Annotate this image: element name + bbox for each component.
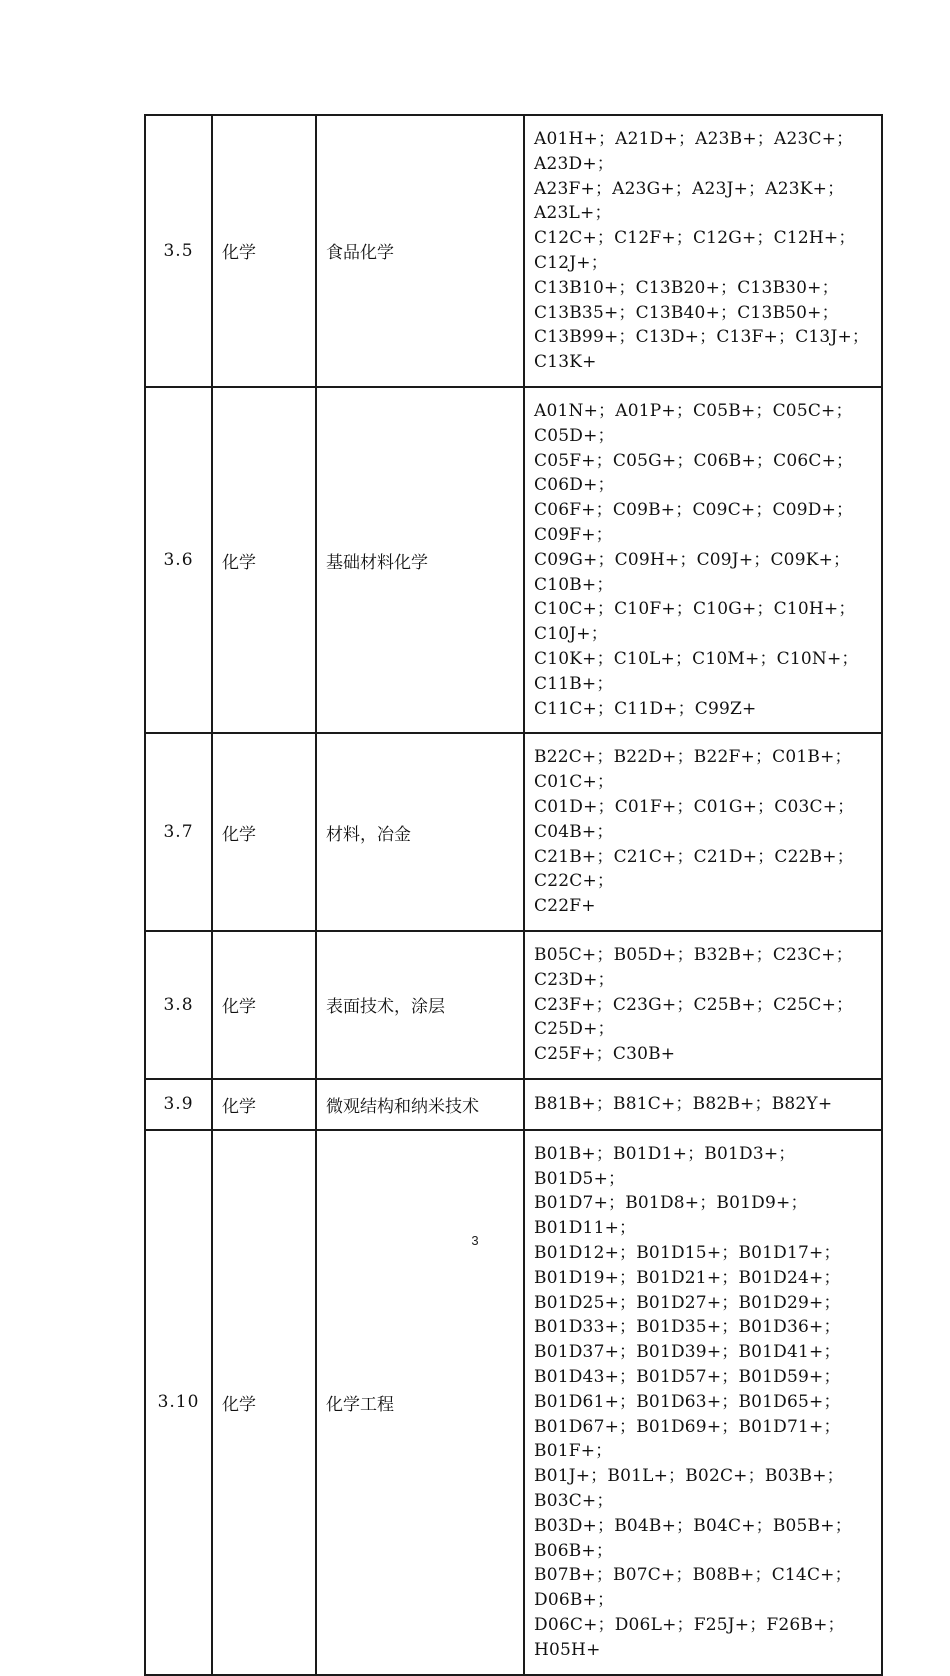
subfield-name: 微观结构和纳米技术 bbox=[316, 1079, 524, 1130]
table-row bbox=[145, 1130, 882, 1675]
ipc-codes: B22C+；B22D+；B22F+；C01B+；C01C+； C01D+；C01F+；C01G+；C03C+；C04B+； C21B+；C21C+；C21D+；C22B+；C22C+； C22F+ bbox=[524, 733, 882, 931]
subfield-name: 食品化学 bbox=[316, 115, 524, 387]
subfield-name: 材料，冶金 bbox=[316, 733, 524, 931]
field-name: 化学 bbox=[212, 931, 316, 1079]
field-name: 化学 bbox=[212, 115, 316, 387]
ipc-codes: B05C+；B05D+；B32B+；C23C+；C23D+； C23F+；C23G+；C25B+；C25C+；C25D+； C25F+；C30B+ bbox=[524, 931, 882, 1079]
page-number: 3 bbox=[471, 1233, 479, 1248]
row-number: 3.10 bbox=[145, 1130, 212, 1675]
subfield-name: 表面技术，涂层 bbox=[316, 931, 524, 1079]
ipc-codes: A01N+；A01P+；C05B+；C05C+；C05D+； C05F+；C05G+；C06B+；C06C+；C06D+； C06F+；C09B+；C09C+；C09D+；C09F+； C09G+；C09H+；C09J+；C09K+；C10B+； C10C+；C10F+；C10G+；C10H+；C10J+； C10K+；C10L+；C10M+；C10N+；C11B+； C11C+；C11D+；C99Z+ bbox=[524, 387, 882, 733]
table-row bbox=[145, 733, 882, 931]
row-number: 3.6 bbox=[145, 387, 212, 733]
ipc-codes: B01B+；B01D1+；B01D3+；B01D5+； B01D7+；B01D8+；B01D9+；B01D11+； B01D12+；B01D15+；B01D17+； B01D19+；B01D21+；B01D24+； B01D25+；B01D27+；B01D29+； B01D33+；B01D35+；B01D36+； B01D37+；B01D39+；B01D41+； B01D43+；B01D57+；B01D59+； B01D61+；B01D63+；B01D65+； B01D67+；B01D69+；B01D71+；B01F+； B01J+；B01L+；B02C+；B03B+；B03C+； B03D+；B04B+；B04C+；B05B+；B06B+； B07B+；B07C+；B08B+；C14C+；D06B+； D06C+；D06L+；F25J+；F26B+；H05H+ bbox=[524, 1130, 882, 1675]
subfield-name: 化学工程 bbox=[316, 1130, 524, 1675]
table-row bbox=[145, 387, 882, 733]
field-name: 化学 bbox=[212, 1079, 316, 1130]
field-name: 化学 bbox=[212, 1130, 316, 1675]
subfield-name: 基础材料化学 bbox=[316, 387, 524, 733]
row-number: 3.7 bbox=[145, 733, 212, 931]
field-name: 化学 bbox=[212, 733, 316, 931]
table-row bbox=[145, 1079, 882, 1130]
table-row bbox=[145, 115, 882, 387]
classification-table bbox=[144, 114, 883, 1676]
row-number: 3.9 bbox=[145, 1079, 212, 1130]
row-number: 3.5 bbox=[145, 115, 212, 387]
table-row bbox=[145, 931, 882, 1079]
ipc-codes: B81B+；B81C+；B82B+；B82Y+ bbox=[524, 1079, 882, 1130]
ipc-codes: A01H+；A21D+；A23B+；A23C+；A23D+； A23F+；A23G+；A23J+；A23K+；A23L+； C12C+；C12F+；C12G+；C12H+；C12J+； C13B10+；C13B20+；C13B30+； C13B35+；C13B40+；C13B50+； C13B99+；C13D+；C13F+；C13J+；C13K+ bbox=[524, 115, 882, 387]
field-name: 化学 bbox=[212, 387, 316, 733]
row-number: 3.8 bbox=[145, 931, 212, 1079]
